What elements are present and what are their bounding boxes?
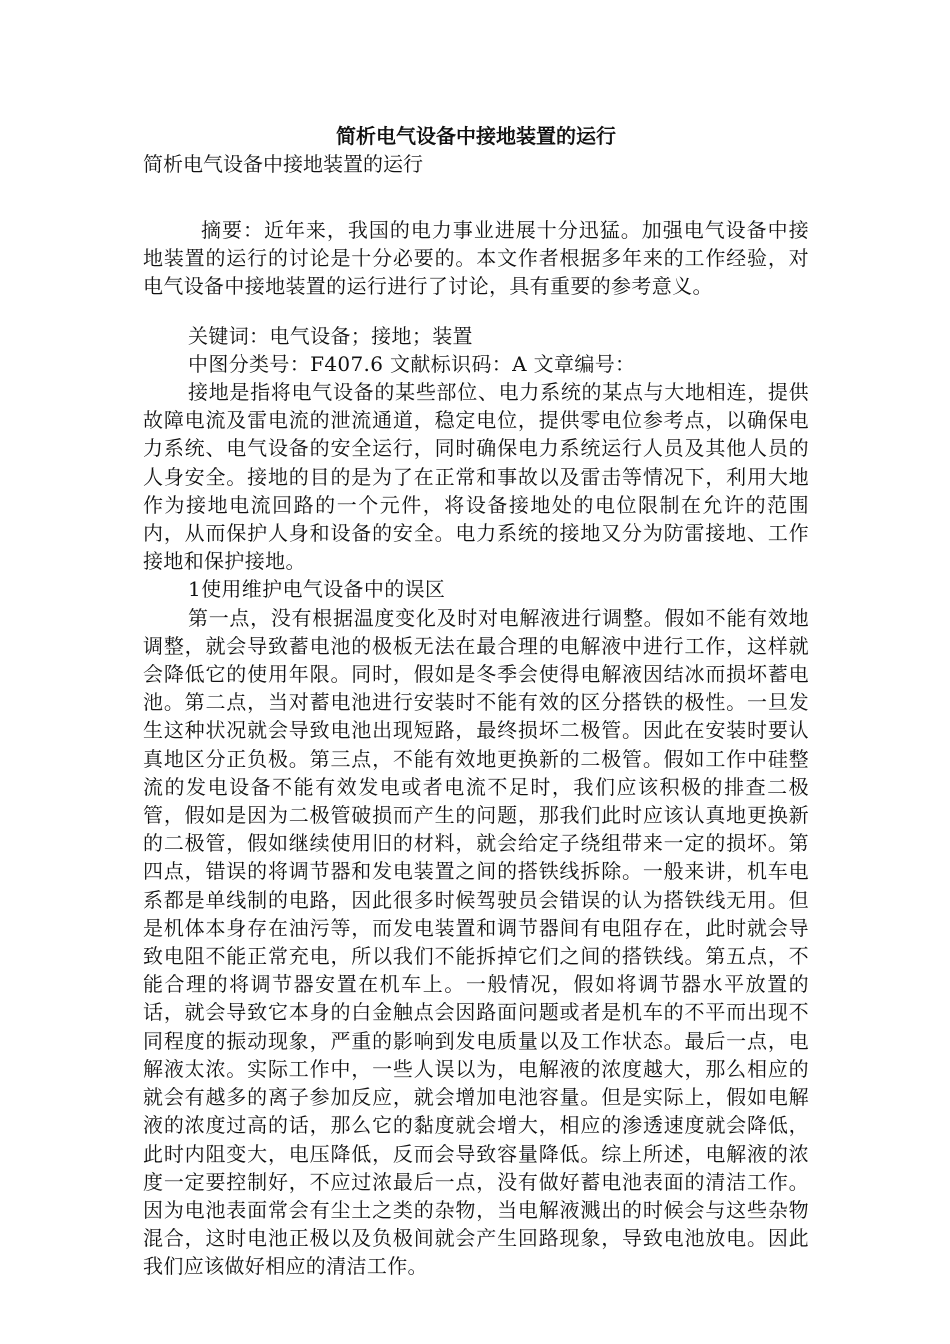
document-subtitle: 简析电气设备中接地装置的运行	[143, 152, 423, 176]
document-title: 简析电气设备中接地装置的运行	[336, 124, 616, 148]
spacer	[143, 178, 809, 216]
document-page	[143, 122, 809, 1281]
abstract-paragraph: 摘要：近年来，我国的电力事业进展十分迅猛。加强电气设备中接地装置的运行的讨论是十分必要的。本文作者根据多年来的工作经验，对电气设备中接地装置的运行进行了讨论，具有重要的参考意义。	[143, 218, 809, 299]
section-heading: 1使用维护电气设备中的误区	[188, 577, 446, 602]
intro-paragraph: 接地是指将电气设备的某些部位、电力系统的某点与大地相连，提供故障电流及雷电流的泄流通道，稳定电位，提供零电位参考点，以确保电力系统、电气设备的安全运行，同时确保电力系统运行人员及其他人员的人身安全。接地的目的是为了在正常和事故以及雷击等情况下，利用大地作为接地电流回路的一个元件，将设备接地处的电位限制在允许的范围内，从而保护人身和设备的安全。电力系统的接地又分为防雷接地、工作接地和保护接地。	[143, 380, 809, 574]
spacer	[143, 301, 809, 322]
keywords-line: 关键词：电气设备；接地；装置	[188, 323, 473, 348]
classification-line: 中图分类号：F407.6 文献标识码：A 文章编号：	[188, 351, 636, 376]
section-body-paragraph: 第一点，没有根据温度变化及时对电解液进行调整。假如不能有效地调整，就会导致蓄电池的极板无法在最合理的电解液中进行工作，这样就会降低它的使用年限。同时，假如是冬季会使得电解液因结冰而损坏蓄电池。第二点，当对蓄电池进行安装时不能有效的区分搭铁的极性。一旦发生这种状况就会导致电池出现短路，最终损坏二极管。因此在安装时要认真地区分正负极。第三点，不能有效地更换新的二极管。假如工作中硅整流的发电设备不能有效发电或者电流不足时，我们应该积极的排查二极管，假如是因为二极管破损而产生的问题，那我们此时应该认真地更换新的二极管，假如继续使用旧的材料，就会给定子绕组带来一定的损坏。第四点，错误的将调节器和发电装置之间的搭铁线拆除。一般来讲，机车电系都是单线制的电路，因此很多时候驾驶员会错误的认为搭铁线无用。但是机体本身存在油污等，而发电装置和调节器间有电阻存在，此时就会导致电阻不能正常充电，所以我们不能拆掉它们之间的搭铁线。第五点，不能合理的将调节器安置在机车上。一般情况，假如将调节器水平放置的话，就会导致它本身的白金触点会因路面问题或者是机车的不平而出现不同程度的振动现象，严重的影响到发电质量以及工作状态。最后一点，电解液太浓。实际工作中，一些人误以为，电解液的浓度越大，那么相应的就会有越多的离子参加反应，就会增加电池容量。但是实际上，假如电解液的浓度过高的话，那么它的黏度就会增大，相应的渗透速度就会降低，此时内阻变大，电压降低，反而会导致容量降低。综上所述，电解液的浓度一定要控制好，不应过浓最后一点，没有做好蓄电池表面的清洁工作。因为电池表面常会有尘土之类的杂物，当电解液溅出的时候会与这些杂物混合，这时电池正极以及负极间就会产生回路现象，导致电池放电。因此我们应该做好相应的清洁工作。	[143, 605, 809, 1279]
